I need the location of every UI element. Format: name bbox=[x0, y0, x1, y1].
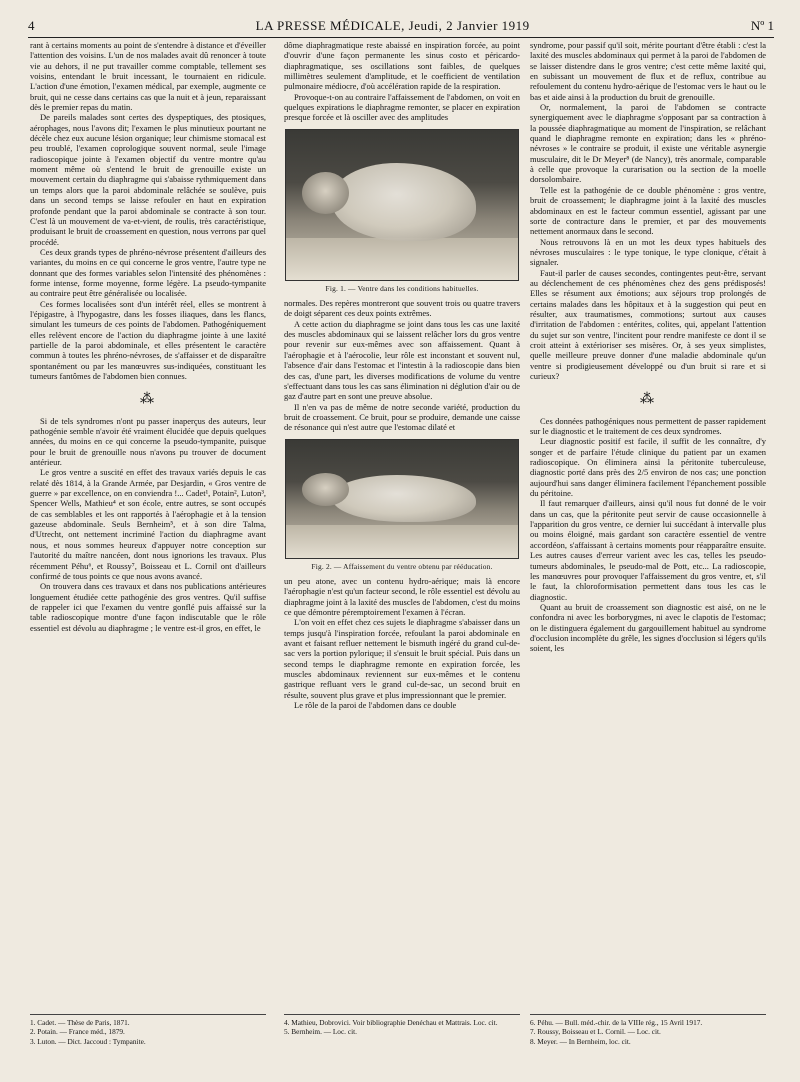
paragraph: normales. Des repères montreront que souvent trois ou quatre travers de doigt séparent ces deux points extrêmes. bbox=[284, 298, 520, 319]
paragraph: Nous retrouvons là en un mot les deux types habituels des névroses musculaires : le type tonique, le type clonique, c'était à signaler. bbox=[530, 236, 766, 268]
paragraph: Il faut remarquer d'ailleurs, ainsi qu'il nous fut donné de le voir dans un cas, que la péritonite peut servir de cause occasionnelle à l'apparition du gros ventre, ce dernier lui succédant à intervalle plus ou moins éloigné, mais gardant son caractère essentiel de ventre accordéon, s'affaissant à certains moments pour réapparaître ensuite. Les autres causes d'erreur varient avec les cas, telles les pseudo-tumeurs abdominales, le pseudo-mal de Pott, etc... La radioscopie, les manœuvres pour provoquer l'affaissement du gros ventre, et, s'il le faut, la chloroformisation permettent dans tous les cas le diagnostic. bbox=[530, 498, 766, 602]
journal-name: LA PRESSE MÉDICALE, bbox=[255, 18, 405, 33]
footnote: 2. Potain. — France méd., 1879. bbox=[30, 1027, 125, 1037]
paragraph: Si de tels syndromes n'ont pu passer inaperçus des auteurs, leur pathogénie semble n'avoir été vraiment élucidée que depuis quelques années, du moins en ce qui concerne la pseudo-tympanite, puisque pour le bruit de grenouille nous n'avons pu trouver de document antérieur. bbox=[30, 415, 266, 468]
paragraph: Le gros ventre a suscité en effet des travaux variés depuis le cas relaté dès 1814, à la Grande Armée, par Desjardin, « Gros ventre de guerre » par excellence, on en conviendra !... Cadet¹, Potain², Luton³, Spencer Wells, Mathieu⁴ et son école, entre autres, se sont occupés de cas semblables et les ont rapportés à l'aérophagie et à la tension gazeuse abdominale. Seuls Bernheim⁵, et à son dire Talma, d'Utrecht, ont nettement incriminé l'action du diaphragme avant nous, et nous sommes heureux d'appuyer notre conception sur l'autorité du maître nancéen, dont nous ignorions les travaux. Plus récemment Péhu⁶, et Roussy⁷, Boisseau et L. Cornil ont d'ailleurs confirmé de tous points ce que nous avons avancé. bbox=[30, 467, 266, 581]
figure-1-caption: Fig. 1. — Ventre dans les conditions habituelles. bbox=[325, 283, 479, 293]
issue-number: Nº 1 bbox=[750, 18, 774, 33]
page-number: 4 bbox=[28, 18, 35, 33]
footnote: 7. Roussy, Boisseau et L. Cornil. — Loc. cit. bbox=[530, 1027, 661, 1037]
column-3 bbox=[530, 40, 766, 654]
footnote: 6. Péhu. — Bull. méd.-chir. de la VIIIe rég., 15 Avril 1917. bbox=[530, 1018, 703, 1027]
paragraph: On trouvera dans ces travaux et dans nos publications antérieures longuement étudiée cette pathogénie des gros ventres. Qu'il suffise de rappeler ici que l'examen du ventre gonflé puis affaissé sur la table radioscopique montre d'une façon indiscutable que le rôle essentiel est dévolu au diaphragme ; le ventre est-il gros, en effet, le bbox=[30, 581, 266, 633]
section-separator: ⁂ bbox=[640, 392, 656, 408]
column-1 bbox=[30, 40, 266, 633]
figure-2 bbox=[284, 439, 520, 572]
paragraph: A cette action du diaphragme se joint dans tous les cas une laxité des muscles abdominaux qui se laissent relâcher lors du gros ventre pour revenir sur eux-mêmes avec son affaissement. Quant à l'aérophagie et à l'aérocolie, leur rôle est inconstant et souvent nul, l'absence d'air dans l'estomac et l'intestin à la radioscopie dans bien des cas, d'une part, les diverses modifications de volume du ventre s'effectuant dans tous les cas sans élimination ni déglution d'air ou de gaz d'autre part en sont une preuve absolue. bbox=[284, 318, 520, 402]
paragraph: Ces formes localisées sont d'un intérêt réel, elles se montrent à l'épigastre, à l'hypogastre, dans les fosses iliaques, dans les flancs, simulant les tumeurs de ces points de l'abdomen. Pathogéniquement elles relèvent encore de l'action du diaphragme jointe à une laxité partielle de la paroi abdominale, et elles présentent le caractère commun à toutes les phréno-névroses, de s'affaisser et de disparaître spontanément ou par les manœuvres sus-indiquées, constituant les tumeurs fantômes de l'abdomen bien connues. bbox=[30, 298, 266, 381]
footnotes-column-3 bbox=[530, 1014, 766, 1046]
page-header bbox=[28, 14, 774, 38]
footnote: 3. Luton. — Dict. Jaccoud : Tympanite. bbox=[30, 1036, 146, 1046]
paragraph: Quant au bruit de croassement son diagnostic est aisé, on ne le confondra ni avec les borborygmes, ni avec le clapotis de l'estomac; on le distinguera également du gargouillement habituel au syndrome d'occlusion incomplète du grêle, les signes d'occlusion si légers qu'ils soient, les bbox=[530, 601, 766, 654]
footnotes-column-2 bbox=[284, 1014, 520, 1037]
footnotes-column-1 bbox=[30, 1014, 266, 1046]
issue-date: Jeudi, 2 Janvier 1919 bbox=[408, 18, 530, 33]
journal-title-line bbox=[256, 18, 530, 34]
figure-1-photo bbox=[285, 129, 519, 281]
paragraph: Provoque-t-on au contraire l'affaissement de l'abdomen, on voit en quelques expirations le diaphragme remonter, se placer en expiration presque forcée et là osciller avec des amplitudes bbox=[284, 91, 520, 123]
paragraph: L'on voit en effet chez ces sujets le diaphragme s'abaisser dans un temps jusqu'à l'inspiration forcée, refoulant la paroi abdominale en avant et faisant refluer nettement le bismuth ingéré du grand cul-de-sac vers la portion pylorique; il s'ensuit le bruit spécial. Puis dans un second temps le diaphragme remonte en expiration forcée, les muscles abdominaux reviennent sur eux-mêmes et le contenu gastrique refluant vers le grand cul-de-sac, un second bruit en résulte, souvent plus grave et plus impressionnant que le premier. bbox=[284, 617, 520, 700]
paragraph: rant à certains moments au point de s'entendre à distance et d'éveiller l'attention des voisins. L'un de nos malades avait dû renoncer à toute vie au dehors, il ne put travailler comme comptable, tellement ses voisins, entendant le bruit incessant, le tournaient en ridicule. L'action d'une émotion, l'examen médical, par exemple, augmente ce bruit, qui ne cesse dans certains cas que la nuit et à jeun, reparaissant dès le premier repas du matin. bbox=[30, 40, 266, 113]
footnote: 8. Meyer. — In Bernheim, loc. cit. bbox=[530, 1036, 631, 1046]
paragraph: Ces données pathogéniques nous permettent de passer rapidement sur le diagnostic et le traitement de ces deux syndromes. bbox=[530, 415, 766, 437]
paragraph: dôme diaphragmatique reste abaissé en inspiration forcée, au point d'ouvrir d'une façon permanente les sinus costo et péricardo-diaphragmatique, ses oscillations sont faibles, de quelques millimètres seulement d'amplitude, et le coefficient de ventilation pulmonaire médiocre, d'où accélération rapide de la respiration. bbox=[284, 40, 520, 92]
footnote: 5. Bernheim. — Loc. cit. bbox=[284, 1027, 357, 1037]
paragraph: syndrome, pour passif qu'il soit, mérite pourtant d'être établi : c'est la laxité des muscles abdominaux qui permet à la paroi de l'abdomen de se laisser distendre dans le gros ventre; c'est cette même laxité qui, en subissant un mouvement de flux et de reflux, contribue au refoulement du contenu hydro-aérique de l'estomac vers le haut ou le bas et aide ainsi à la production du bruit de grenouille. bbox=[530, 40, 766, 102]
column-2 bbox=[284, 40, 520, 710]
paragraph: Leur diagnostic positif est facile, il suffit de les connaître, d'y songer et de parfaire l'étude clinique du patient par un examen radioscopique. On éliminera ainsi la péritonite tuberculeuse, diagnostic porté dans près des 2/5 environ de nos cas; une ponction aujourd'hui sans danger éliminera facilement l'épanchement possible du péritoine. bbox=[530, 436, 766, 499]
figure-1 bbox=[284, 129, 520, 294]
paragraph: Faut-il parler de causes secondes, contingentes peut-être, servant au déclenchement de ces phénomènes chez des gens prédisposés! Elles se résument aux émotions; aux séjours trop prolongés de certains malades dans les hôpitaux et à la suggestion qui peut en résulter, aux traumatismes, commotions; surtout aux causes d'irritation de l'abdomen : entérites, colites, qui, appelant l'attention du sujet sur son ventre, l'incitent pour rendre manifeste ce dont il se croit atteint à extérioriser ses misères. Or, à ses yeux simplistes, quelle meilleure preuve donner d'une maladie abdominale qu'un ventre si prodigieusement développé ou d'un bruit si rare et si curieux? bbox=[530, 267, 766, 381]
footnote: 4. Mathieu, Dobrovici. Voir bibliographie Denéchau et Mattrais. Loc. cit. bbox=[284, 1018, 498, 1027]
footnote: 1. Cadet. — Thèse de Paris, 1871. bbox=[30, 1018, 130, 1027]
paragraph: De pareils malades sont certes des dyspeptiques, des ptosiques, aérophages, nous l'avons dit; l'examen le plus minutieux pourtant ne décèle chez eux aucune lésion organique; leur chimisme stomacal est peu troublé, l'examen coprologique souvent normal, seule l'image radioscopique jointe à l'examen objectif du ventre montre qu'au moment même où s'entend le bruit de grenouille existe un mouvement certain du diaphragme qui s'abaisse rythmiquement dans un temps alors que la paroi abdominale relâchée se soulève, puis dans un second temps se laisse refouler en haut en expiration profonde pendant que la paroi abdominale se contracte à son tour. C'est là un mouvement de va-et-vient, de roulis, très caractéristique, produisant le bruit de croassement en question, nous verrons par quel procédé. bbox=[30, 112, 266, 247]
paragraph: Ces deux grands types de phréno-névrose présentent d'ailleurs des variantes, du moins en ce qui concerne le gros ventre, l'autre type ne donnant que des formes variables selon l'intensité des phénomènes : forme intense, forme moyenne, forme légère. La pseudo-tympanite au contraire peut être généralisée ou localisée. bbox=[30, 246, 266, 299]
figure-2-caption: Fig. 2. — Affaissement du ventre obtenu par rééducation. bbox=[311, 561, 493, 571]
section-separator: ⁂ bbox=[140, 392, 156, 408]
figure-2-photo bbox=[285, 439, 519, 559]
paragraph: Or, normalement, la paroi de l'abdomen se contracte synergiquement avec le diaphragme s'opposant par sa contraction à la poussée diaphragmatique au moment de l'inspiration, se relâchant quand le diaphragme remonte en expiration; dans les « phréno-névroses » le contraire se produit, il existe une véritable asynergie musculaire, dit le Dr Meyer⁸ (de Nancy), très anormale, comparable à celle que provoque la curarisation ou la section de la moelle dorsolombaire. bbox=[530, 102, 766, 185]
paragraph: Le rôle de la paroi de l'abdomen dans ce double bbox=[294, 700, 457, 711]
paragraph: Il n'en va pas de même de notre seconde variété, production du bruit de croassement. Ce bruit, pour se produire, demande une caisse de résonance qui n'est autre que l'estomac dilaté et bbox=[284, 401, 520, 433]
paragraph: Telle est la pathogénie de ce double phénomène : gros ventre, bruit de croassement; le diaphragme joint à la laxité des muscles abdominaux en est le facteur commun essentiel, agissant par une sorte de contracture dans le premier, et par des mouvements nettement anormaux dans le second. bbox=[530, 184, 766, 237]
paragraph: un peu atone, avec un contenu hydro-aérique; mais là encore l'aérophagie n'est qu'un facteur second, le rôle essentiel est dévolu au diaphragme joint à la laxité des muscles de l'abdomen, c'est du moins ce que démontre péremptoirement l'examen à l'écran. bbox=[284, 575, 520, 617]
